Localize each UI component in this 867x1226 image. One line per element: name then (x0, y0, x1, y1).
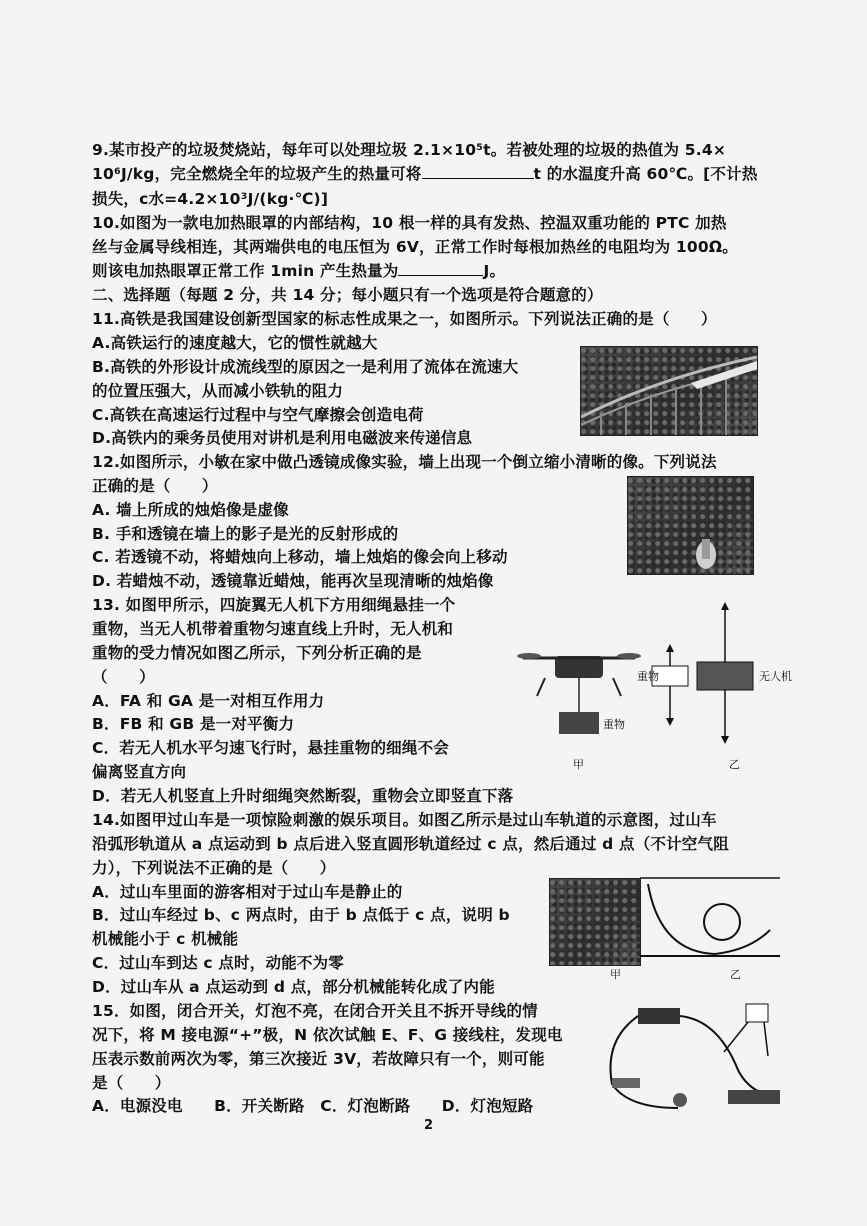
roller-coaster-track-diagram (540, 870, 790, 982)
q13-option-a: A．FA 和 GA 是一对相互作用力 (92, 692, 325, 710)
q15-stem-1: 15．如图，闭合开关，灯泡不亮，在闭合开关且不拆开导线的情 (92, 1002, 538, 1020)
drone-weight-label: 重物 (603, 718, 625, 731)
circuit-diagram (598, 1000, 790, 1115)
q9-line1: 9.某市投产的垃圾焚烧站，每年可以处理垃圾 2.1×10⁵t。若被处理的垃圾的热值为 5.4× (92, 141, 727, 159)
q10-line2: 丝与金属导线相连，其两端供电的电压恒为 6V，正常工作时每根加热丝的电阻均为 100Ω。 (92, 238, 738, 256)
section-heading: 二、选择题（每题 2 分，共 14 分；每小题只有一个选项是符合题意的） (92, 286, 603, 304)
weight-box-label: 重物 (637, 670, 659, 683)
q9-answer-blank[interactable] (422, 164, 534, 179)
drone-figure (517, 653, 641, 771)
q14-option-a: A．过山车里面的游客相对于过山车是静止的 (92, 883, 403, 901)
q9-line2-start: 10⁶J/kg，完全燃烧全年的垃圾产生的热量可将 (92, 165, 422, 183)
drone-box-label: 无人机 (759, 670, 792, 683)
drone-force-diagram (515, 600, 793, 775)
q14-option-d: D．过山车从 a 点运动到 d 点，部分机械能转化成了内能 (92, 978, 495, 996)
q11-option-d: D.高铁内的乘务员使用对讲机是利用电磁波来传递信息 (92, 429, 473, 447)
q13-stem-2: 重物，当无人机带着重物匀速直线上升时，无人机和 (92, 620, 454, 638)
q13-stem-4: （ ） (92, 668, 155, 686)
train-bridge-illustration (581, 347, 757, 435)
battery-icon (638, 1008, 680, 1024)
q10-line1: 10.如图为一款电加热眼罩的内部结构，10 根一样的具有发热、控温双重功能的 PTC 加热 (92, 214, 727, 232)
candle-illustration (628, 477, 753, 574)
coaster-figure-jia-caption: 甲 (610, 968, 621, 981)
q13-stem-3: 重物的受力情况如图乙所示，下列分析正确的是 (92, 644, 422, 662)
q11-option-a: A.高铁运行的速度越大，它的惯性就越大 (92, 334, 378, 352)
voltmeter-icon (746, 1004, 768, 1022)
coaster-figure-yi-caption: 乙 (730, 968, 741, 981)
q13-option-c-1: C．若无人机水平匀速飞行时，悬挂重物的细绳不会 (92, 739, 449, 757)
bulb-icon (673, 1093, 687, 1107)
q12-option-b: B. 手和透镜在墙上的影子是光的反射形成的 (92, 525, 399, 543)
q11-option-b-1: B.高铁的外形设计成流线型的原因之一是利用了流体在流速大 (92, 358, 519, 376)
q10-line3-start: 则该电加热眼罩正常工作 1min 产生热量为 (92, 262, 399, 280)
q14-stem-3: 力），下列说法不正确的是（ ） (92, 859, 336, 877)
q15-stem-4: 是（ ） (92, 1074, 171, 1092)
q12-stem-2: 正确的是（ ） (92, 477, 218, 495)
q14-option-b-1: B．过山车经过 b、c 两点时，由于 b 点低于 c 点，说明 b (92, 906, 510, 924)
q13-stem-1: 13. 如图甲所示，四旋翼无人机下方用细绳悬挂一个 (92, 596, 456, 614)
q12-option-d: D. 若蜡烛不动，透镜靠近蜡烛，能再次呈现清晰的烛焰像 (92, 572, 494, 590)
q9-line3: 损失，c水=4.2×10³J/(kg·℃)] (92, 190, 329, 208)
figure-yi-caption: 乙 (729, 758, 740, 771)
q15-options: A．电源没电 B．开关断路 C．灯泡断路 D．灯泡短路 (92, 1097, 534, 1115)
q11-option-b-2: 的位置压强大，从而减小铁轨的阻力 (92, 382, 344, 400)
q14-stem-1: 14.如图甲过山车是一项惊险刺激的娱乐项目。如图乙所示是过山车轨道的示意图，过山车 (92, 811, 717, 829)
q10-line3 (92, 260, 505, 282)
q10-answer-blank[interactable] (398, 261, 483, 276)
q14-option-c: C．过山车到达 c 点时，动能不为零 (92, 954, 344, 972)
figure-jia-caption: 甲 (573, 758, 584, 771)
q14-stem-2: 沿弧形轨道从 a 点运动到 b 点后进入竖直圆形轨道经过 c 点，然后通过 d 点（不计空气阻 (92, 835, 729, 853)
q12-stem-1: 12.如图所示，小敏在家中做凸透镜成像实验，墙上出现一个倒立缩小清晰的像。下列说法 (92, 453, 717, 471)
q10-line3-end: J。 (483, 262, 506, 280)
q11-option-c: C.高铁在高速运行过程中与空气摩擦会创造电荷 (92, 406, 424, 424)
high-speed-train-photo (580, 346, 758, 436)
q9-line2 (92, 163, 758, 185)
terminal-block-icon (728, 1090, 780, 1104)
weight-force-diagram (637, 644, 688, 726)
q9-line2-end: t 的水温度升高 60℃。[不计热 (533, 165, 758, 183)
q11-stem: 11.高铁是我国建设创新型国家的标志性成果之一，如图所示。下列说法正确的是（ ） (92, 310, 717, 328)
q13-option-b: B．FB 和 GB 是一对平衡力 (92, 715, 295, 733)
q13-option-d: D．若无人机竖直上升时细绳突然断裂，重物会立即竖直下落 (92, 787, 514, 805)
q15-stem-3: 压表示数前两次为零，第三次接近 3V，若故障只有一个，则可能 (92, 1050, 545, 1068)
q15-stem-2: 况下，将 M 接电源“+”极，N 依次试触 E、F、G 接线柱，发现电 (92, 1026, 563, 1044)
q13-option-c-2: 偏离竖直方向 (92, 763, 187, 781)
q14-option-b-2: 机械能小于 c 机械能 (92, 930, 239, 948)
q12-option-c: C. 若透镜不动，将蜡烛向上移动，墙上烛焰的像会向上移动 (92, 548, 508, 566)
q12-option-a: A. 墙上所成的烛焰像是虚像 (92, 501, 289, 519)
drone-force-box-diagram (697, 602, 792, 771)
switch-icon (612, 1078, 640, 1088)
page-number: 2 (424, 1118, 434, 1133)
lens-experiment-photo (627, 476, 754, 575)
